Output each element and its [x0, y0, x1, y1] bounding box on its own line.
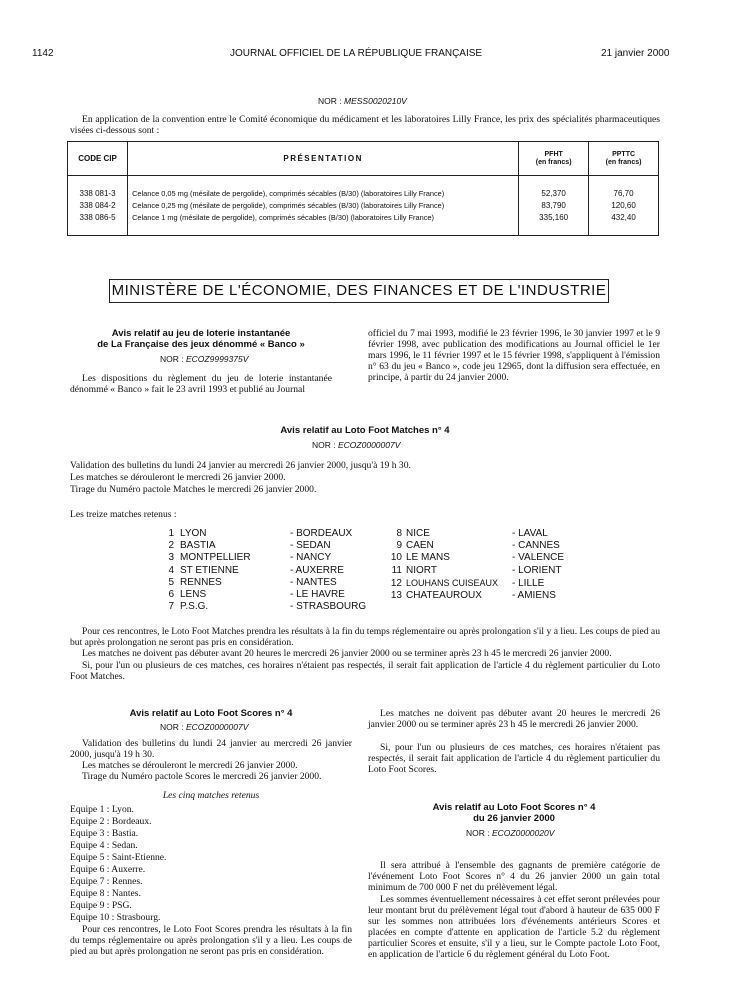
- matches-line1: Validation des bulletins du lundi 24 janvier au mercredi 26 janvier 2000, jusqu'à 19 h 30.: [70, 460, 411, 471]
- col-pfht-header: PFHT (en francs): [519, 142, 589, 176]
- scores-subtitle: Les cinq matches retenus: [162, 790, 260, 801]
- list-item: Equipe 1 : Lyon.: [70, 804, 134, 815]
- list-item: 10 LE MANS - VALENCE: [390, 552, 565, 564]
- matches-line2: Les matches se dérouleront le mercredi 26 janvier 2000.: [70, 472, 286, 483]
- scores-para2: Les matches se dérouleront le mercredi 26 janvier 2000.: [82, 760, 298, 771]
- code-cell: [68, 176, 128, 236]
- scores-team-list: [70, 804, 352, 924]
- table-row: 338 084-2: [79, 201, 116, 210]
- table-row: 52,370: [541, 189, 566, 198]
- list-item: 12 LOUHANS CUISEAUX - LILLE: [390, 577, 545, 589]
- matches-nor: NOR : ECOZ0000007V: [312, 440, 401, 450]
- list-item: 13 CHATEAUROUX - AMIENS: [390, 590, 556, 602]
- list-item: 5 RENNES - NANTES: [168, 576, 337, 588]
- page-number: 1142: [32, 48, 54, 59]
- scores-title: Avis relatif au Loto Foot Scores n° 4: [129, 708, 293, 719]
- list-item: 8 NICE - LAVAL: [396, 528, 548, 539]
- matches-list-right: [382, 528, 564, 602]
- matches-list-intro: Les treize matches retenus :: [70, 509, 177, 520]
- journal-title: JOURNAL OFFICIEL DE LA RÉPUBLIQUE FRANÇAISE: [230, 48, 483, 59]
- banco-left-text: Les dispositions du règlement du jeu de loterie instantanée dénommé « Banco » fait le 23 avril 1993 et publié au Journal: [70, 373, 332, 395]
- pfht-cell: [519, 176, 589, 236]
- list-item: Equipe 4 : Sedan.: [70, 840, 138, 851]
- banco-nor: NOR : ECOZ9999375V: [160, 354, 249, 364]
- table-row: 120,60: [611, 201, 636, 210]
- matches-para1: Pour ces rencontres, le Loto Foot Matches prendra les résultats à la fin du temps réglementaire ou après prolongation s'il y a lieu. Les coups de pied au but après prolongation ne seront pas pris en considération.: [70, 626, 660, 648]
- list-item: Equipe 8 : Nantes.: [70, 888, 141, 899]
- list-item: Equipe 5 : Saint-Etienne.: [70, 852, 167, 863]
- scores-para3: Tirage du Numéro pactole Scores le mercredi 26 janvier 2000.: [82, 771, 322, 782]
- matches-line3: Tirage du Numéro pactole Matches le mercredi 26 janvier 2000.: [70, 484, 317, 495]
- col-presentation-header: PRÉSENTATION: [128, 142, 519, 176]
- col-code-header: CODE CIP: [68, 142, 128, 176]
- list-item: Equipe 10 : Strasbourg.: [70, 912, 161, 923]
- list-item: Equipe 2 : Bordeaux.: [70, 816, 152, 827]
- table-header-row: [68, 142, 659, 176]
- matches-para2: Les matches ne doivent pas débuter avant 20 heures le mercredi 26 janvier 2000 ou se terminer après 23 h 45 le mercredi 26 janvier 2000.: [82, 648, 612, 659]
- table-row: Celance 1 mg (mésilate de pergolide), comprimés sécables (B/30) (laboratoires Lilly France): [132, 213, 434, 222]
- nor-code: MESS0020210V: [344, 96, 407, 106]
- col-ppttc-header: PPTTC (en francs): [589, 142, 659, 176]
- scores-right-para2: Si, pour l'un ou plusieurs de ces matches, ces horaires n'étaient pas respectés, il serait fait application de l'article 4 du règlement particulier du Loto Foot Scores.: [368, 742, 660, 775]
- scores-right-para4: Les sommes éventuellement nécessaires à cet effet seront prélevées pour leur montant brut du prélèvement légal tout d'abord à hauteur de 635 000 F sur les sommes non attribuées lors d'événements antérieurs Scores et placées en compte d'attente en application de l'article 5.2 du règlement particulier Scores et ensuite, s'il y a lieu, sur le Compte pactole Loto Foot, en application de l'article 6 du règlement général du Loto Foot.: [368, 894, 660, 960]
- list-item: Equipe 7 : Rennes.: [70, 876, 143, 887]
- list-item: 3 MONTPELLIER - NANCY: [168, 552, 332, 564]
- list-item: 9 CAEN - CANNES: [396, 540, 560, 552]
- matches-title: Avis relatif au Loto Foot Matches n° 4: [280, 425, 450, 436]
- nor-line: NOR : MESS0020210V: [318, 96, 407, 106]
- list-item: 1 LYON - BORDEAUX: [168, 528, 353, 539]
- ppttc-cell: [589, 176, 659, 236]
- scores-nor: NOR : ECOZ0000007V: [160, 722, 249, 732]
- table-row: 432,40: [611, 213, 636, 222]
- list-item: 11 NIORT - LORIENT: [391, 564, 562, 576]
- ministry-heading: MINISTÈRE DE L'ÉCONOMIE, DES FINANCES ET DE L'INDUSTRIE: [109, 279, 609, 303]
- matches-list-left: [150, 528, 366, 613]
- table-body-row: [68, 176, 659, 236]
- table-row: 335,160: [539, 213, 569, 222]
- list-item: 4 ST ETIENNE - AUXERRE: [168, 564, 344, 576]
- list-item: Equipe 6 : Auxerre.: [70, 864, 146, 875]
- scores-para1: Validation des bulletins du lundi 24 janvier au mercredi 26 janvier 2000, jusqu'à 19 h 30.: [70, 738, 352, 760]
- list-item: Equipe 9 : PSG.: [70, 900, 132, 911]
- table-row: Celance 0,05 mg (mésilate de pergolide), comprimés sécables (B/30) (laboratoires Lilly France): [132, 189, 445, 198]
- presentation-cell: [128, 176, 519, 236]
- page-date: 21 janvier 2000: [601, 48, 670, 59]
- price-table: [67, 141, 659, 236]
- list-item: 2 BASTIA - SEDAN: [168, 540, 331, 552]
- scores-right-title: Avis relatif au Loto Foot Scores n° 4 du 26 janvier 2000: [432, 802, 596, 824]
- table-row: 338 086-5: [79, 213, 116, 222]
- list-item: 6 LENS - LE HAVRE: [168, 589, 345, 601]
- table-row: 76,70: [613, 189, 634, 198]
- banco-title: Avis relatif au jeu de loterie instantanée de La Française des jeux dénommé « Banco »: [97, 328, 305, 350]
- list-item: Equipe 3 : Bastia.: [70, 828, 139, 839]
- table-row: 83,790: [541, 201, 566, 210]
- table-row: 338 081-3: [79, 189, 116, 198]
- banco-right-text: officiel du 7 mai 1993, modifié le 23 février 1996, le 30 janvier 1997 et le 9 février 1998, avec publication des modifications au Journal officiel le 1er mars 1996, le 11 février 1997 et le 15 février 1998, s'appliquent à l'émission n° 63 du jeu « Banco », code jeu 12965, dont la diffusion sera effectuée, en principe, à partir du 24 janvier 2000.: [368, 328, 660, 383]
- scores-para4: Pour ces rencontres, le Loto Foot Scores prendra les résultats à la fin du temps réglementaire ou après prolongation s'il y a lieu. Les coups de pied au but après prolongation ne seront pas pris en considération.: [70, 924, 352, 957]
- scores-right-para3: Il sera attribué à l'ensemble des gagnants de première catégorie de l'événement Loto Foot Scores n° 4 du 26 janvier 2000 un gain total minimum de 700 000 F net du prélèvement légal.: [368, 860, 660, 893]
- table-row: Celance 0,25 mg (mésilate de pergolide), comprimés sécables (B/30) (laboratoires Lilly France): [132, 201, 445, 210]
- scores-right-para1: Les matches ne doivent pas débuter avant 20 heures le mercredi 26 janvier 2000 ou se terminer après 23 h 45 le mercredi 26 janvier 2000.: [368, 708, 660, 730]
- scores-right-nor: NOR : ECOZ0000020V: [466, 828, 555, 838]
- list-item: 7 P.S.G. - STRASBOURG: [168, 601, 367, 613]
- intro-paragraph: En application de la convention entre le Comité économique du médicament et les laboratoires Lilly France, les prix des spécialités pharmaceutiques visées ci-dessous sont :: [70, 114, 660, 136]
- matches-para3: Si, pour l'un ou plusieurs de ces matches, ces horaires n'étaient pas respectés, il serait fait application de l'article 4 du règlement particulier du Loto Foot Matches.: [70, 660, 660, 682]
